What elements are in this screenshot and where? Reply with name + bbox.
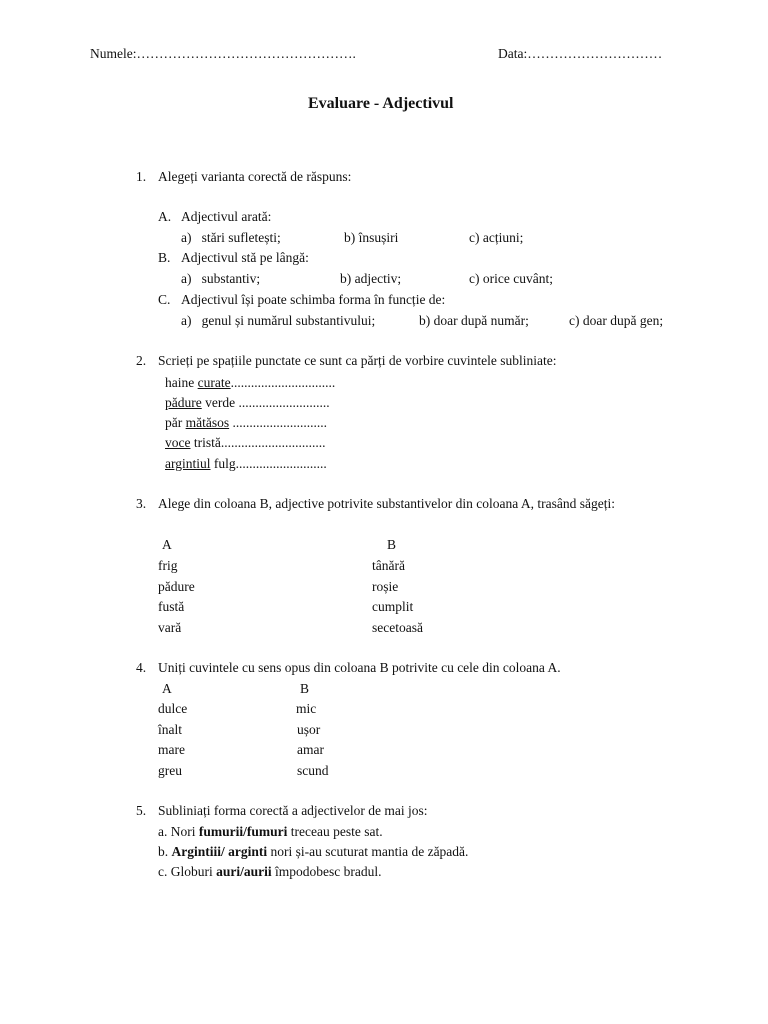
q4-column-b-item: ușor (297, 722, 321, 737)
q4-column-b-item: scund (297, 763, 329, 778)
q3-column-a-header: A (162, 537, 172, 552)
q1-option: a) substantiv; (181, 271, 261, 286)
adjective-choice: fumurii/fumuri (198, 824, 288, 839)
q3-column-a-item: fustă (158, 599, 185, 614)
q4-column-a-header: A (162, 681, 172, 696)
q3-column-a-item: frig (158, 558, 178, 573)
q1-part-letter: C. (158, 292, 171, 307)
q1-option: c) acțiuni; (469, 230, 524, 245)
q3-column-b-header: B (387, 537, 397, 552)
q3-text: Alege din coloana B, adjective potrivite substantivelor din coloana A, trasând săgeți: (158, 496, 615, 511)
q5-item: b. Argintiii/ arginti nori și-au scuturat mantia de zăpadă. (158, 844, 469, 859)
q4-column-a-item: dulce (158, 701, 188, 716)
underlined-word: argintiul (165, 456, 211, 471)
q1-part-text: Adjectivul își poate schimba forma în funcție de: (181, 292, 446, 307)
q2-item: argintiul fulg........................... (165, 456, 327, 471)
adjective-choice: Argintiii/ arginti (171, 844, 268, 859)
q1-part-text: Adjectivul stă pe lângă: (181, 250, 309, 265)
q2-number: 2. (136, 353, 147, 368)
underlined-word: pădure (165, 395, 202, 410)
name-field-label: Numele:…………………………………………. (90, 46, 356, 61)
q1-option: b) doar după număr; (419, 313, 529, 328)
underlined-word: curate (197, 375, 231, 390)
q5-item: a. Nori fumurii/fumuri treceau peste sat. (158, 824, 383, 839)
q1-number: 1. (136, 169, 147, 184)
q1-option: c) doar după gen; (569, 313, 664, 328)
q2-item: voce tristă............................... (165, 435, 326, 450)
underlined-word: voce (165, 435, 191, 450)
q1-text: Alegeți varianta corectă de răspuns: (158, 169, 352, 184)
q4-column-a-item: înalt (158, 722, 182, 737)
q3-column-b-item: secetoasă (372, 620, 423, 635)
q1-option: a) stări sufletești; (181, 230, 281, 245)
q2-item: păr mătăsos ............................ (165, 415, 327, 430)
q4-column-a-item: greu (158, 763, 182, 778)
q4-text: Uniți cuvintele cu sens opus din coloana B potrivite cu cele din coloana A. (158, 660, 561, 675)
q3-column-a-item: pădure (158, 579, 195, 594)
q5-item: c. Globuri auri/aurii împodobesc bradul. (158, 864, 382, 879)
underlined-word: mătăsos (185, 415, 230, 430)
q1-option: a) genul și numărul substantivului; (181, 313, 376, 328)
page-title: Evaluare - Adjectivul (308, 95, 454, 112)
q3-column-b-item: cumplit (372, 599, 414, 614)
q4-column-b-item: mic (296, 701, 317, 716)
q1-option: b) însușiri (344, 230, 399, 245)
q3-number: 3. (136, 496, 147, 511)
q1-part-letter: A. (158, 209, 172, 224)
q2-item: haine curate............................... (165, 375, 336, 390)
q4-number: 4. (136, 660, 147, 675)
date-field-label: Data:………………………… (498, 46, 663, 61)
q1-part-text: Adjectivul arată: (181, 209, 272, 224)
q1-part-letter: B. (158, 250, 171, 265)
q1-option: b) adjectiv; (340, 271, 402, 286)
q4-column-a-item: mare (158, 742, 185, 757)
q5-number: 5. (136, 803, 147, 818)
q3-column-b-item: tânără (372, 558, 405, 573)
q2-item: pădure verde ........................... (165, 395, 330, 410)
q3-column-b-item: roșie (372, 579, 399, 594)
q5-text: Subliniați forma corectă a adjectivelor de mai jos: (158, 803, 428, 818)
q1-option: c) orice cuvânt; (469, 271, 553, 286)
q2-text: Scrieți pe spațiile punctate ce sunt ca părți de vorbire cuvintele subliniate: (158, 353, 557, 368)
q4-column-b-item: amar (297, 742, 324, 757)
q3-column-a-item: vară (158, 620, 182, 635)
adjective-choice: auri/aurii (216, 864, 272, 879)
q4-column-b-header: B (300, 681, 310, 696)
